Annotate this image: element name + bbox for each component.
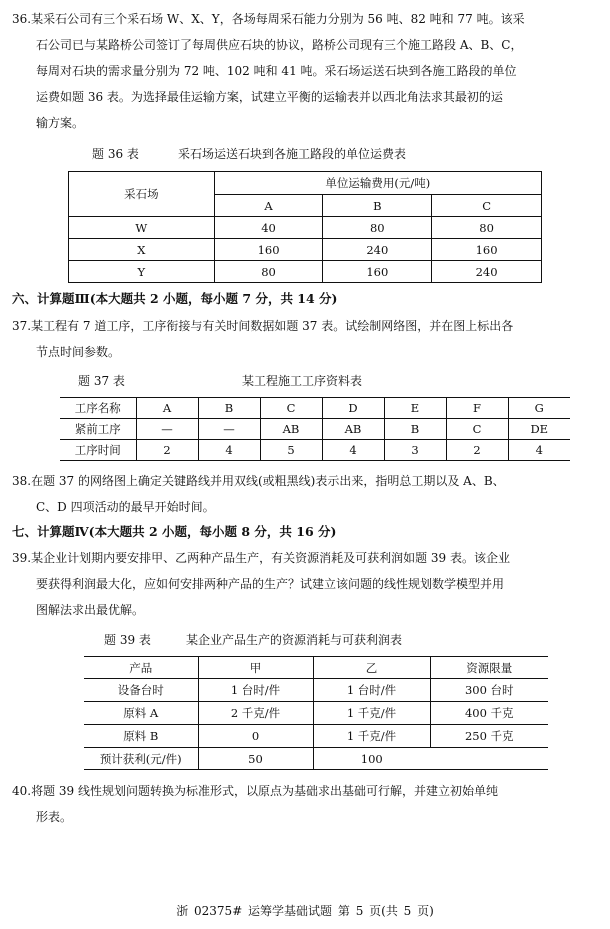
q39-cell: 250 千克 bbox=[430, 725, 548, 748]
q37-cell: C bbox=[260, 398, 322, 419]
q38-line-1: 38.在题 37 的网络图上确定关键路线并用双线(或粗黑线)表示出来，指明总工期以及 A、B、 bbox=[12, 474, 505, 488]
question-37 bbox=[12, 313, 600, 365]
q37-cell: 4 bbox=[322, 440, 384, 461]
page-footer: 浙 02375# 运筹学基础试题 第 5 页(共 5 页) bbox=[176, 904, 434, 918]
q37-cell: 2 bbox=[446, 440, 508, 461]
q36-cell: 80 bbox=[323, 217, 432, 239]
q36-col-header: C bbox=[432, 195, 542, 217]
q36-line-5: 输方案。 bbox=[36, 116, 85, 130]
q37-cell: — bbox=[136, 419, 198, 440]
q36-line-4: 运费如题 36 表。为选择最佳运输方案，试建立平衡的运输表并以西北角法求其最初的运 bbox=[36, 90, 503, 104]
q37-cell: C bbox=[446, 419, 508, 440]
q39-row-label: 原料 A bbox=[84, 702, 198, 725]
q36-col-header: B bbox=[323, 195, 432, 217]
table-row bbox=[84, 679, 548, 702]
q37-process-table bbox=[60, 397, 570, 461]
q40-line-1: 40.将题 39 线性规划问题转换为标准形式，以原点为基础求出基础可行解，并建立初始单纯 bbox=[12, 784, 498, 798]
q37-cell: AB bbox=[322, 419, 384, 440]
q39-header-cell: 甲 bbox=[198, 657, 313, 679]
q36-row-label: X bbox=[69, 239, 215, 261]
q36-col-header: A bbox=[214, 195, 323, 217]
q39-caption-title: 某企业产品生产的资源消耗与可获利润表 bbox=[186, 633, 403, 647]
q37-cell: — bbox=[198, 419, 260, 440]
q39-resource-table bbox=[84, 656, 548, 770]
q37-row-label: 工序名称 bbox=[60, 398, 136, 419]
q37-caption-title: 某工程施工工序资料表 bbox=[242, 374, 363, 388]
q36-line-2: 石公司已与某路桥公司签订了每周供应石块的协议，路桥公司现有三个施工路段 A、B、C， bbox=[36, 38, 523, 52]
q37-cell: AB bbox=[260, 419, 322, 440]
section-7-heading: 七、计算题Ⅳ(本大题共 2 小题，每小题 8 分，共 16 分) bbox=[12, 524, 337, 539]
section-6-heading: 六、计算题Ⅲ(本大题共 2 小题，每小题 7 分，共 14 分) bbox=[12, 291, 338, 306]
q36-corner-header: 采石场 bbox=[69, 172, 215, 217]
q40-line-2: 形表。 bbox=[36, 810, 73, 824]
q37-cell: 4 bbox=[198, 440, 260, 461]
q37-line-1: 37.某工程有 7 道工序，工序衔接与有关时间数据如题 37 表。试绘制网络图，并在图上标出各 bbox=[12, 319, 514, 333]
q39-cell bbox=[430, 748, 548, 770]
q36-cell: 40 bbox=[214, 217, 323, 239]
q39-row-label: 预计获利(元/件) bbox=[84, 748, 198, 770]
question-39 bbox=[12, 545, 600, 623]
table-row bbox=[69, 261, 542, 283]
q36-cost-table bbox=[68, 171, 542, 283]
q39-cell: 1 台时/件 bbox=[198, 679, 313, 702]
q36-cell: 160 bbox=[214, 239, 323, 261]
q36-caption-number: 题 36 表 bbox=[92, 147, 139, 161]
q36-cell: 240 bbox=[323, 239, 432, 261]
q39-line-2: 要获得利润最大化，应如何安排两种产品的生产？试建立该问题的线性规划数学模型并用 bbox=[36, 577, 505, 591]
q36-cell: 80 bbox=[432, 217, 542, 239]
q37-cell: D bbox=[322, 398, 384, 419]
q39-row-label: 设备台时 bbox=[84, 679, 198, 702]
q36-row-label: W bbox=[69, 217, 215, 239]
q36-cell: 80 bbox=[214, 261, 323, 283]
table-row bbox=[60, 419, 570, 440]
q36-cell: 240 bbox=[475, 264, 498, 279]
q39-cell: 300 台时 bbox=[430, 679, 548, 702]
table-row bbox=[84, 748, 548, 770]
q39-caption-number: 题 39 表 bbox=[104, 633, 151, 647]
q37-caption-number: 题 37 表 bbox=[78, 374, 125, 388]
table-row bbox=[84, 702, 548, 725]
q39-cell: 2 千克/件 bbox=[198, 702, 313, 725]
q36-line-3: 每周对石块的需求量分别为 72 吨、102 吨和 41 吨。采石场运送石块到各施工路段的单位 bbox=[36, 64, 517, 78]
q36-row-label: Y bbox=[69, 261, 215, 283]
q39-header-cell: 乙 bbox=[313, 657, 430, 679]
q37-cell: F bbox=[446, 398, 508, 419]
q36-group-header: 单位运输费用(元/吨) bbox=[214, 172, 541, 195]
q37-cell: E bbox=[384, 398, 446, 419]
q37-cell: G bbox=[508, 398, 570, 419]
q37-cell: B bbox=[198, 398, 260, 419]
question-36 bbox=[12, 6, 600, 136]
q39-cell: 100 bbox=[360, 751, 383, 766]
q37-cell: 2 bbox=[136, 440, 198, 461]
q39-cell: 1 千克/件 bbox=[313, 702, 430, 725]
table-row bbox=[84, 725, 548, 748]
q39-cell: 400 千克 bbox=[430, 702, 548, 725]
q38-line-2: C、D 四项活动的最早开始时间。 bbox=[36, 500, 215, 514]
q37-cell: B bbox=[384, 419, 446, 440]
q37-cell: 4 bbox=[535, 443, 543, 457]
table-row bbox=[60, 440, 570, 461]
q39-cell: 50 bbox=[198, 748, 313, 770]
q37-cell: 3 bbox=[384, 440, 446, 461]
table-row bbox=[84, 657, 548, 679]
question-40 bbox=[12, 778, 600, 830]
q37-cell: DE bbox=[508, 419, 570, 440]
q39-header-cell: 资源限量 bbox=[430, 657, 548, 679]
q37-line-2: 节点时间参数。 bbox=[36, 345, 121, 359]
q36-line-1: 36.某采石公司有三个采石场 W、X、Y，各场每周采石能力分别为 56 吨、82 吨和 77 吨。该采 bbox=[12, 12, 525, 26]
q39-row-label: 原料 B bbox=[84, 725, 198, 748]
q37-row-label: 工序时间 bbox=[60, 440, 136, 461]
q36-cell: 160 bbox=[323, 261, 432, 283]
q37-cell: 5 bbox=[260, 440, 322, 461]
q39-line-1: 39.某企业计划期内要安排甲、乙两种产品生产，有关资源消耗及可获利润如题 39 表。该企业 bbox=[12, 551, 510, 565]
table-row bbox=[60, 398, 570, 419]
q37-cell: A bbox=[136, 398, 198, 419]
q39-cell: 1 台时/件 bbox=[313, 679, 430, 702]
q39-line-3: 图解法求出最优解。 bbox=[36, 603, 145, 617]
table-row bbox=[69, 217, 542, 239]
table-row bbox=[69, 239, 542, 261]
q36-caption-title: 采石场运送石块到各施工路段的单位运费表 bbox=[178, 147, 407, 161]
q36-cell: 160 bbox=[432, 239, 542, 261]
q39-cell: 0 bbox=[198, 725, 313, 748]
question-38 bbox=[12, 468, 600, 520]
q39-cell: 1 千克/件 bbox=[313, 725, 430, 748]
q37-row-label: 紧前工序 bbox=[60, 419, 136, 440]
q39-header-cell: 产品 bbox=[84, 657, 198, 679]
